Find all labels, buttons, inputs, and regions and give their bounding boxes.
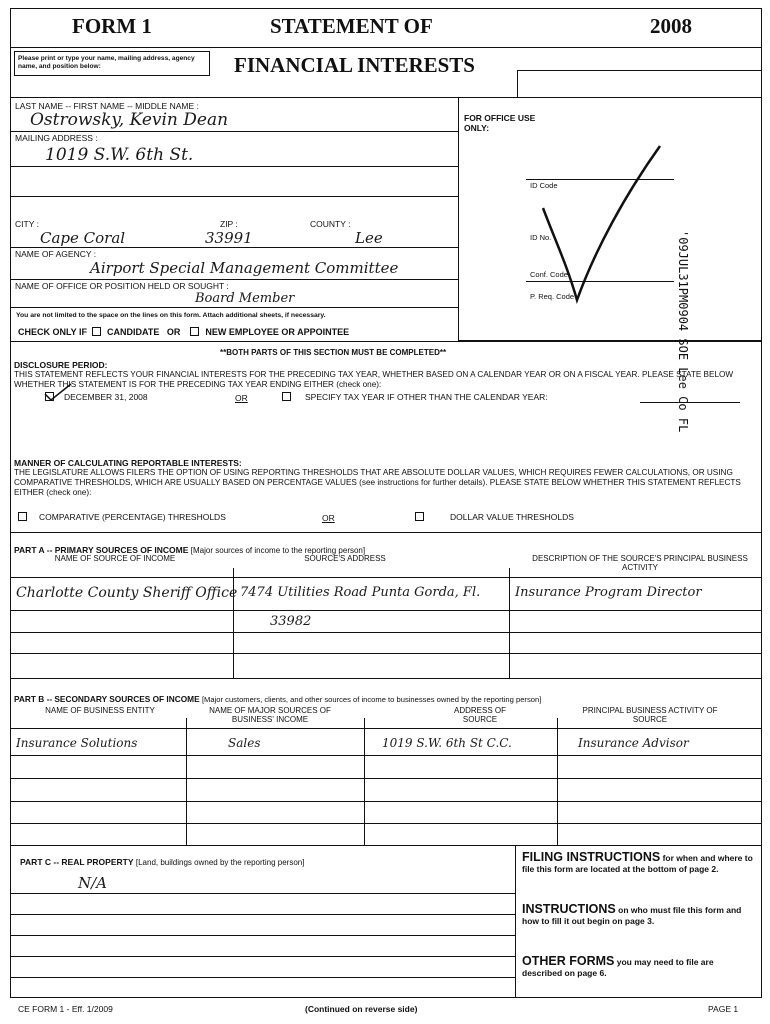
part-c-title-row [20, 857, 304, 868]
form-year: 2008 [650, 14, 692, 38]
manner-or: OR [322, 513, 335, 523]
part-a-col2-header: SOURCE'S ADDRESS [304, 554, 386, 563]
part-b-col2-header: NAME OF MAJOR SOURCES OF BUSINESS' INCOME [209, 706, 331, 724]
check-only-row [18, 327, 349, 337]
id-no-label: ID No. [530, 233, 552, 242]
part-b-row1-entity: Insurance Solutions [16, 736, 138, 750]
footer-form-id: CE FORM 1 - Eff. 1/2009 [18, 1004, 113, 1014]
part-b-col3-header: ADDRESS OF SOURCE [453, 706, 506, 724]
both-parts-note: **BOTH PARTS OF THIS SECTION MUST BE COMPLETED** [220, 348, 447, 357]
how-to-instructions-heading: INSTRUCTIONS [522, 902, 616, 916]
new-employee-checkbox[interactable] [190, 327, 199, 336]
mailing-label: MAILING ADDRESS : [15, 133, 98, 143]
part-a-col1-header: NAME OF SOURCE OF INCOME [54, 554, 176, 563]
period-title: DISCLOSURE PERIOD: [14, 360, 108, 370]
dec31-check-mark [43, 382, 73, 402]
dollar-row [415, 512, 574, 522]
how-to-instructions [522, 904, 756, 926]
city-label: CITY : [15, 219, 39, 229]
comparative-row [18, 512, 226, 522]
footer-page-number: PAGE 1 [708, 1004, 739, 1014]
how-to-instructions-text: on who must file this form and how to fill it out begin on page 3. [522, 905, 742, 926]
part-a-row1-description: Insurance Program Director [515, 585, 702, 600]
or-label: OR [166, 327, 181, 337]
part-c-subtitle: [Land, buildings owned by the reporting person] [135, 858, 305, 867]
conf-code-label: Conf. Code [530, 270, 568, 279]
part-a-row1-address: 7474 Utilities Road Punta Gorda, Fl. [240, 585, 481, 600]
check-only-label: CHECK ONLY IF [18, 327, 88, 337]
name-label: LAST NAME -- FIRST NAME -- MIDDLE NAME : [15, 101, 199, 111]
filing-instructions-heading: FILING INSTRUCTIONS [522, 850, 661, 864]
filing-instructions [522, 852, 756, 874]
manner-text: THE LEGISLATURE ALLOWS FILERS THE OPTION OF USING REPORTING THRESHOLDS THAT ARE ABSOLUTE DOLLAR VALUES, WHICH REQUIRES FEWER CALCULATIONS, OR USING COMPARATIVE THRESHOLDS, WHICH ARE USUALLY BASED ON PERCENTAGE VALUES (see instructions for further details). PLEASE STATE BELOW WHETHER THIS STATEMENT REFLECTS EITHER (check one): [14, 468, 741, 497]
candidate-checkbox[interactable] [92, 327, 101, 336]
title-line2: FINANCIAL INTERESTS [234, 53, 475, 77]
p-req-code-label: P. Req. Code [530, 292, 575, 301]
office-value: Board Member [195, 291, 295, 306]
checkmark-icon [535, 140, 665, 310]
footer-continued: (Continued on reverse side) [305, 1004, 418, 1014]
form-label: FORM 1 [72, 14, 152, 38]
agency-value: Airport Special Management Committee [90, 259, 399, 277]
specify-row [282, 392, 548, 402]
zip-label: ZIP : [220, 219, 238, 229]
dec31-label: DECEMBER 31, 2008 [64, 392, 148, 402]
other-forms [522, 956, 756, 978]
part-c-title: PART C -- REAL PROPERTY [20, 857, 134, 867]
filing-instructions-text: for when and where to file this form are located at the bottom of page 2. [522, 853, 753, 874]
zip-value: 33991 [205, 229, 253, 247]
agency-label: NAME OF AGENCY : [15, 249, 97, 259]
part-a-subtitle: [Major sources of income to the reporting person] [190, 546, 366, 555]
dollar-checkbox[interactable] [415, 512, 424, 521]
print-note: Please print or type your name, mailing address, agency name, and position below: [14, 51, 210, 76]
part-a-row1-address2: 33982 [270, 614, 312, 629]
id-code-label: ID Code [530, 181, 558, 190]
comparative-label: COMPARATIVE (PERCENTAGE) THRESHOLDS [39, 512, 226, 522]
other-forms-text: you may need to file are described on page 6. [522, 957, 714, 978]
county-label: COUNTY : [310, 219, 351, 229]
part-b-title: PART B -- SECONDARY SOURCES OF INCOME [14, 694, 200, 704]
part-b-row1-source: Sales [228, 736, 261, 750]
mailing-value: 1019 S.W. 6th St. [45, 145, 194, 165]
part-a-title: PART A -- PRIMARY SOURCES OF INCOME [14, 545, 189, 555]
other-forms-heading: OTHER FORMS [522, 954, 615, 968]
part-b-subtitle: [Major customers, clients, and other sources of income to businesses owned by the reporting person] [201, 695, 542, 704]
period-or: OR [235, 393, 248, 403]
part-a-row1-name: Charlotte County Sheriff Office [16, 585, 238, 601]
name-value: Ostrowsky, Kevin Dean [30, 110, 229, 130]
space-note: You are not limited to the space on the lines on this form. Attach additional sheets, if necessary. [16, 312, 326, 319]
period-text: THIS STATEMENT REFLECTS YOUR FINANCIAL INTERESTS FOR THE PRECEDING TAX YEAR, WHETHER BASED ON A CALENDAR YEAR OR ON A FISCAL YEAR. PLEASE STATE BELOW WHETHER THIS STATEMENT IS FOR THE PRECEDING TAX YEAR ENDING EITHER (check one): [14, 370, 734, 389]
part-a-col3-header: DESCRIPTION OF THE SOURCE'S PRINCIPAL BUSINESS ACTIVITY [532, 554, 748, 572]
county-value: Lee [355, 229, 383, 247]
part-b-row1-activity: Insurance Advisor [578, 736, 689, 750]
part-b-col4-header: PRINCIPAL BUSINESS ACTIVITY OF SOURCE [582, 706, 718, 724]
part-b-col1-header: NAME OF BUSINESS ENTITY [45, 706, 155, 715]
specify-checkbox[interactable] [282, 392, 291, 401]
candidate-label: CANDIDATE [107, 327, 160, 337]
comparative-checkbox[interactable] [18, 512, 27, 521]
part-c-value: N/A [78, 874, 108, 892]
city-value: Cape Coral [40, 229, 126, 247]
title-line1: STATEMENT OF [270, 14, 433, 38]
manner-title: MANNER OF CALCULATING REPORTABLE INTERESTS: [14, 458, 242, 468]
office-label: NAME OF OFFICE OR POSITION HELD OR SOUGHT : [15, 281, 229, 291]
part-b-title-row [14, 694, 541, 705]
dollar-label: DOLLAR VALUE THRESHOLDS [450, 512, 574, 522]
new-employee-label: NEW EMPLOYEE OR APPOINTEE [205, 327, 350, 337]
specify-label: SPECIFY TAX YEAR IF OTHER THAN THE CALENDAR YEAR: [305, 392, 548, 402]
office-use-title: FOR OFFICE USE ONLY: [464, 113, 536, 133]
part-b-row1-address: 1019 S.W. 6th St C.C. [382, 736, 512, 750]
